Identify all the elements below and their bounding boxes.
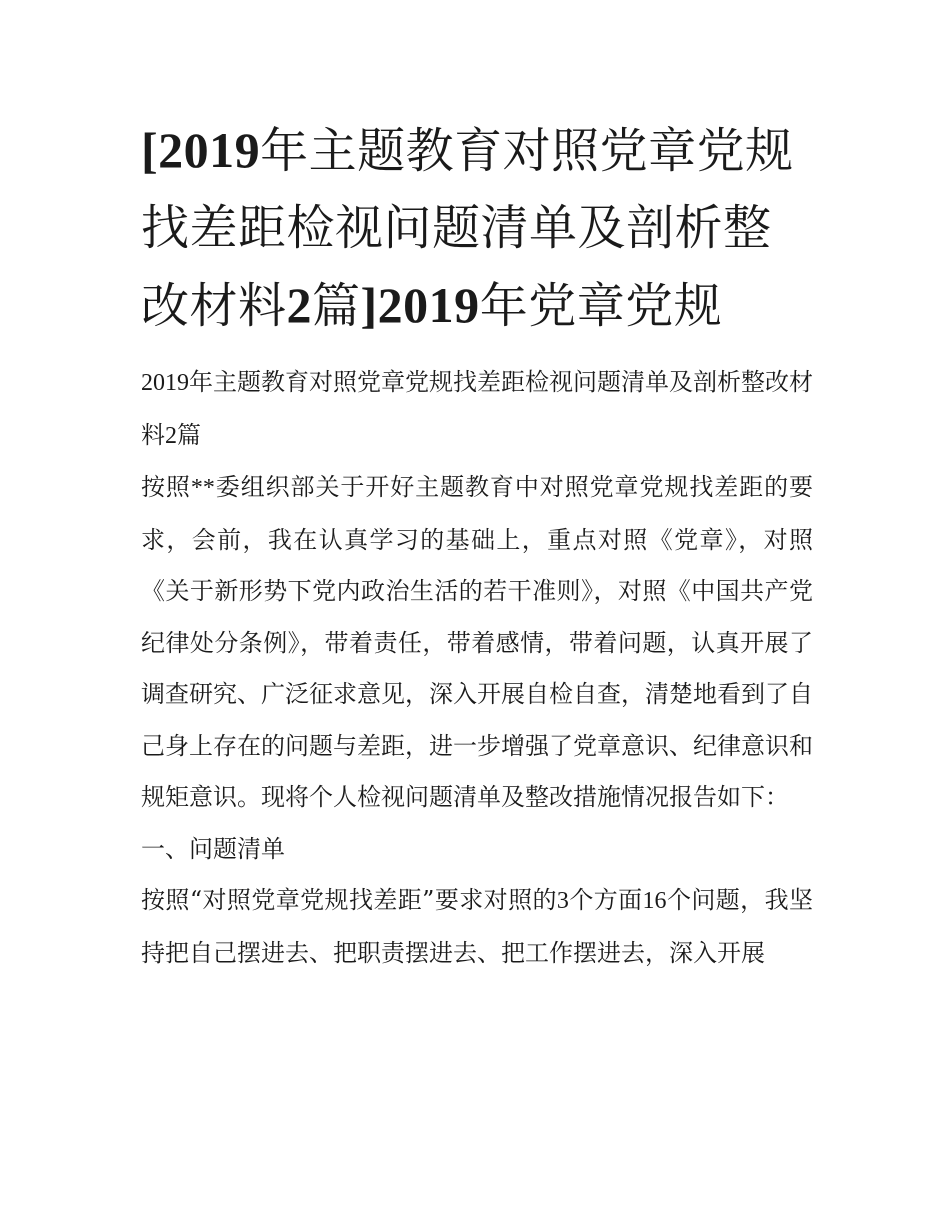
subtitle-paragraph: 2019年主题教育对照党章党规找差距检视问题清单及剖析整改材料2篇 [141, 368, 813, 449]
document-page [141, 112, 813, 979]
document-title: [2019年主题教育对照党章党规找差距检视问题清单及剖析整改材料2篇]2019年党章党规 [141, 122, 794, 334]
section-paragraph: 按照“对照党章党规找差距”要求对照的3个方面16个问题，我坚持把自己摆进去、把职责摆进去、把工作摆进去，深入开展 [141, 886, 814, 967]
intro-paragraph: 按照**委组织部关于开好主题教育中对照党章党规找差距的要求，会前，我在认真学习的基础上，重点对照《党章》，对照《关于新形势下党内政治生活的若干准则》，对照《中国共产党纪律处分条例》，带着责任，带着感情，带着问题，认真开展了调查研究、广泛征求意见，深入开展自检自查，清楚地看到了自己身上存在的问题与差距，进一步增强了党章意识、纪律意识和规矩意识。现将个人检视问题清单及整改措施情况报告如下： [141, 473, 814, 811]
document-body [141, 357, 813, 979]
section-heading: 一、问题清单 [141, 834, 285, 863]
